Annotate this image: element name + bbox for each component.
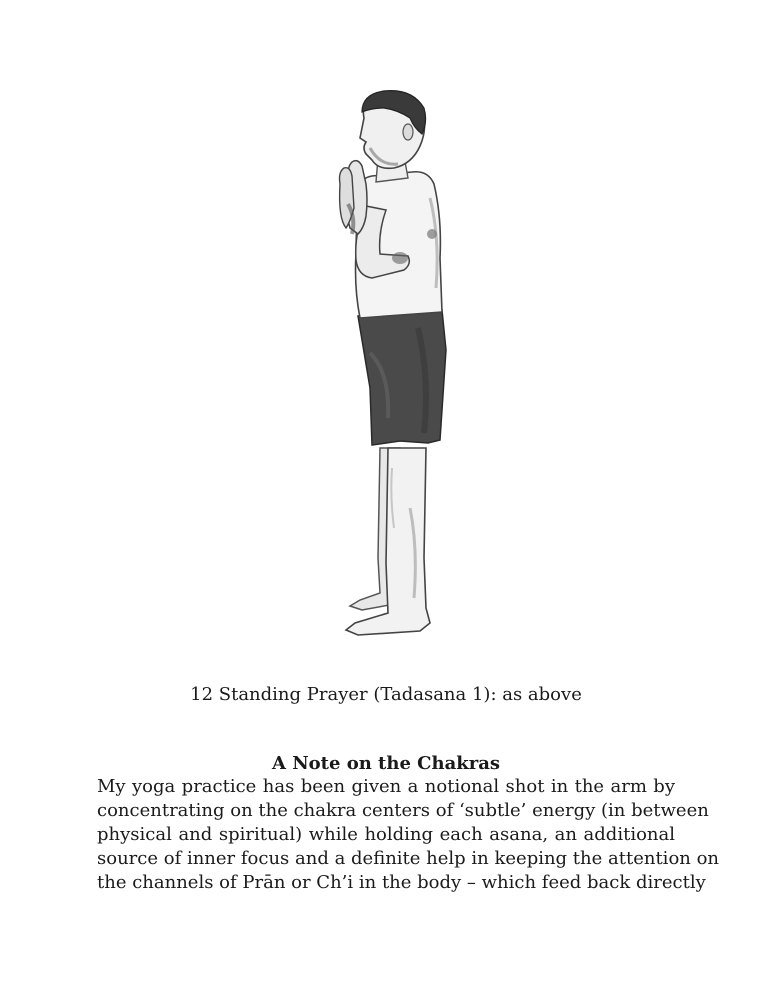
paragraph-line: physical and spiritual) while holding each asana, an additional xyxy=(97,824,675,845)
section-heading: A Note on the Chakras xyxy=(271,753,501,774)
paragraph-line: concentrating on the chakra centers of ‘subtle’ energy (in between xyxy=(97,800,709,821)
paragraph-line: the channels of Prān or Ch’i in the body – which feed back directly xyxy=(97,872,706,893)
figure-caption: 12 Standing Prayer (Tadasana 1): as above xyxy=(190,684,582,705)
standing-prayer-illustration xyxy=(300,88,470,648)
paragraph-line: source of inner focus and a definite help in keeping the attention on xyxy=(97,848,720,869)
body-paragraph xyxy=(97,775,720,895)
paragraph-line: My yoga practice has been given a notional shot in the arm by xyxy=(97,776,675,797)
